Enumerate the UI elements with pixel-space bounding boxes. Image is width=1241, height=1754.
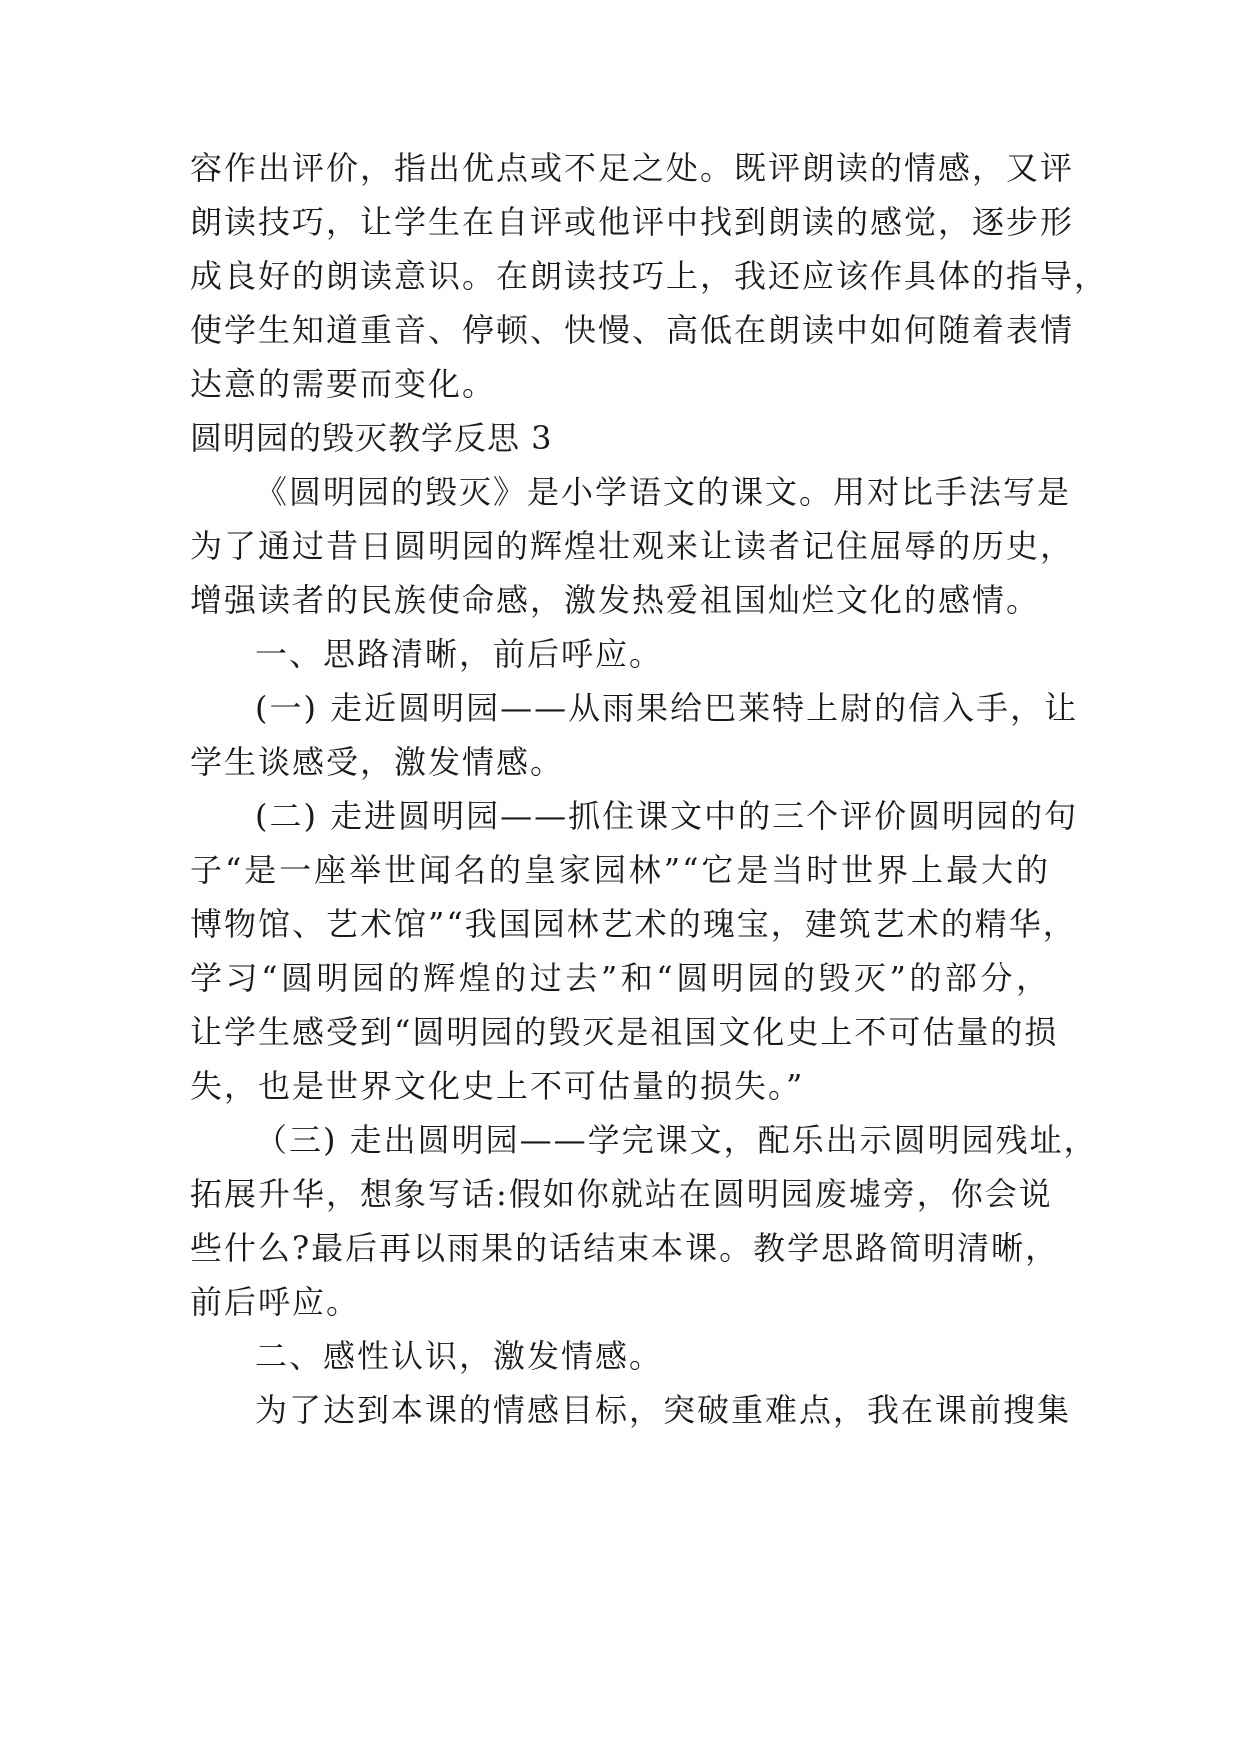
section-heading: 圆明园的毁灭教学反思 3 bbox=[190, 419, 553, 457]
subheading-line: 二、感性认识，激发情感。 bbox=[255, 1337, 664, 1375]
paragraph-line: 失，也是世界文化史上不可估量的损失。” bbox=[190, 1067, 805, 1105]
paragraph-line: 博物馆、艺术馆”“我国园林艺术的瑰宝，建筑艺术的精华， bbox=[190, 905, 1077, 943]
paragraph-line: 容作出评价，指出优点或不足之处。既评朗读的情感，又评 bbox=[190, 149, 1075, 187]
paragraph-line: 些什么?最后再以雨果的话结束本课。教学思路简明清晰， bbox=[190, 1229, 1060, 1267]
subheading-line: 一、思路清晰，前后呼应。 bbox=[255, 635, 664, 673]
paragraph-line: 达意的需要而变化。 bbox=[190, 365, 497, 403]
paragraph-line: 为了通过昔日圆明园的辉煌壮观来让读者记住屈辱的历史， bbox=[190, 527, 1075, 565]
paragraph-line: （三) 走出圆明园——学完课文，配乐出示圆明园残址， bbox=[255, 1121, 1098, 1159]
paragraph-line: 拓展升华，想象写话:假如你就站在圆明园废墟旁，你会说 bbox=[190, 1175, 1053, 1213]
paragraph-line: 朗读技巧，让学生在自评或他评中找到朗读的感觉，逐步形 bbox=[190, 203, 1075, 241]
paragraph-line: 学习“圆明园的辉煌的过去”和“圆明园的毁灭”的部分， bbox=[190, 959, 1050, 997]
paragraph-line: (二) 走进圆明园——抓住课文中的三个评价圆明园的句 bbox=[255, 797, 1079, 835]
paragraph-line: 《圆明园的毁灭》是小学语文的课文。用对比手法写是 bbox=[255, 473, 1072, 511]
paragraph-line: 为了达到本课的情感目标，突破重难点，我在课前搜集 bbox=[255, 1391, 1072, 1429]
paragraph-line: 增强读者的民族使命感，激发热爱祖国灿烂文化的感情。 bbox=[190, 581, 1041, 619]
paragraph-line: 使学生知道重音、停顿、快慢、高低在朗读中如何随着表情 bbox=[190, 311, 1075, 349]
paragraph-line: (一) 走近圆明园——从雨果给巴莱特上尉的信入手，让 bbox=[255, 689, 1079, 727]
paragraph-line: 子“是一座举世闻名的皇家园林”“它是当时世界上最大的 bbox=[190, 851, 1050, 889]
paragraph-line: 学生谈感受，激发情感。 bbox=[190, 743, 565, 781]
paragraph-line: 成良好的朗读意识。在朗读技巧上，我还应该作具体的指导， bbox=[190, 257, 1109, 295]
paragraph-line: 让学生感受到“圆明园的毁灭是祖国文化史上不可估量的损 bbox=[190, 1013, 1059, 1051]
paragraph-line: 前后呼应。 bbox=[190, 1283, 361, 1321]
